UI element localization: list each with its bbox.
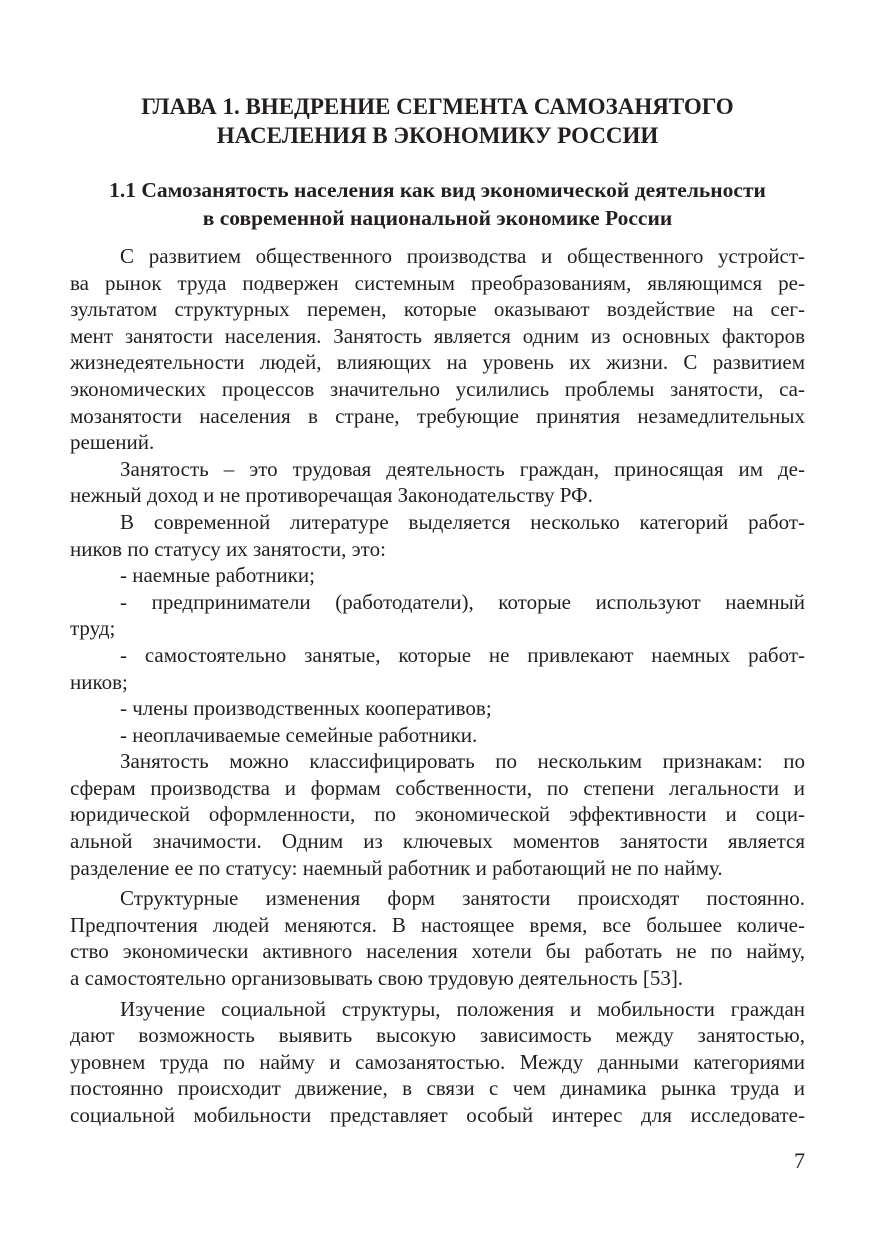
- body-line: ва рынок труда подвержен системным преобразованиям, являющимся ре-: [70, 270, 805, 295]
- body-line: мозанятости населения в стране, требующие принятия незамедлительных: [70, 403, 805, 428]
- body-line: экономических процессов значительно усилились проблемы занятости, са-: [70, 376, 805, 401]
- section-title: [70, 176, 805, 232]
- body-line: альной значимости. Одним из ключевых моментов занятости является: [70, 829, 805, 854]
- body-line: уровнем труда по найму и самозанятостью. Между данными категориями: [70, 1049, 805, 1074]
- body-line: Занятость – это трудовая деятельность граждан, приносящая им де-: [120, 456, 805, 481]
- body-line: дают возможность выявить высокую зависимость между занятостью,: [70, 1023, 805, 1048]
- body-line: В современной литературе выделяется несколько категорий работ-: [120, 509, 805, 534]
- chapter-title: [70, 92, 805, 150]
- list-item: - неоплачиваемые семейные работники.: [120, 722, 478, 747]
- list-item: - самостоятельно занятые, которые не привлекают наемных работ-: [120, 642, 805, 667]
- body-line: мент занятости населения. Занятость является одним из основных факторов: [70, 323, 805, 348]
- section-title-line-2: в современной национальной экономике России: [202, 206, 673, 230]
- body-line: юридической оформленности, по экономической эффективности и соци-: [70, 802, 805, 827]
- body-line: разделение ее по статусу: наемный работник и работающий не по найму.: [70, 855, 723, 880]
- body-line: социальной мобильности представляет особый интерес для исследовате-: [70, 1103, 805, 1127]
- body-line: Изучение социальной структуры, положения и мобильности граждан: [120, 996, 805, 1021]
- body-line: Занятость можно классифицировать по нескольким признакам: по: [120, 749, 805, 774]
- body-line: ство экономически активного населения хотели бы работать не по найму,: [70, 939, 805, 964]
- body-line: труд;: [70, 616, 116, 641]
- list-item: - наемные работники;: [120, 563, 315, 588]
- body-line: С развитием общественного производства и общественного устройст-: [120, 244, 805, 268]
- body-line: ников по статусу их занятости, это:: [70, 536, 386, 561]
- list-item: - члены производственных кооперативов;: [120, 696, 492, 721]
- body-line: ников;: [70, 669, 128, 694]
- body-line: зультатом структурных перемен, которые оказывают воздействие на сег-: [70, 297, 805, 322]
- chapter-title-line-2: НАСЕЛЕНИЯ В ЭКОНОМИКУ РОССИИ: [216, 123, 659, 148]
- page-number: 7: [794, 1148, 805, 1173]
- body-line: нежный доход и не противоречащая Законодательству РФ.: [70, 483, 593, 508]
- body-line: Предпочтения людей меняются. В настоящее время, все большее количе-: [70, 912, 805, 937]
- list-item: - предприниматели (работодатели), которые используют наемный: [120, 589, 805, 614]
- body-line: постоянно происходит движение, в связи с чем динамика рынка труда и: [70, 1076, 805, 1101]
- body-line: сферам производства и формам собственности, по степени легальности и: [70, 775, 805, 800]
- body-text: [70, 243, 805, 1129]
- body-line: Структурные изменения форм занятости происходят постоянно.: [120, 886, 805, 911]
- chapter-title-line-1: ГЛАВА 1. ВНЕДРЕНИЕ СЕГМЕНТА САМОЗАНЯТОГО: [141, 94, 734, 119]
- section-title-line-1: 1.1 Самозанятость населения как вид экономической деятельности: [109, 178, 766, 202]
- body-line: решений.: [70, 430, 155, 455]
- body-line: а самостоятельно организовывать свою трудовую деятельность [53].: [70, 966, 684, 991]
- body-line: жизнедеятельности людей, влияющих на уровень их жизни. С развитием: [70, 350, 805, 375]
